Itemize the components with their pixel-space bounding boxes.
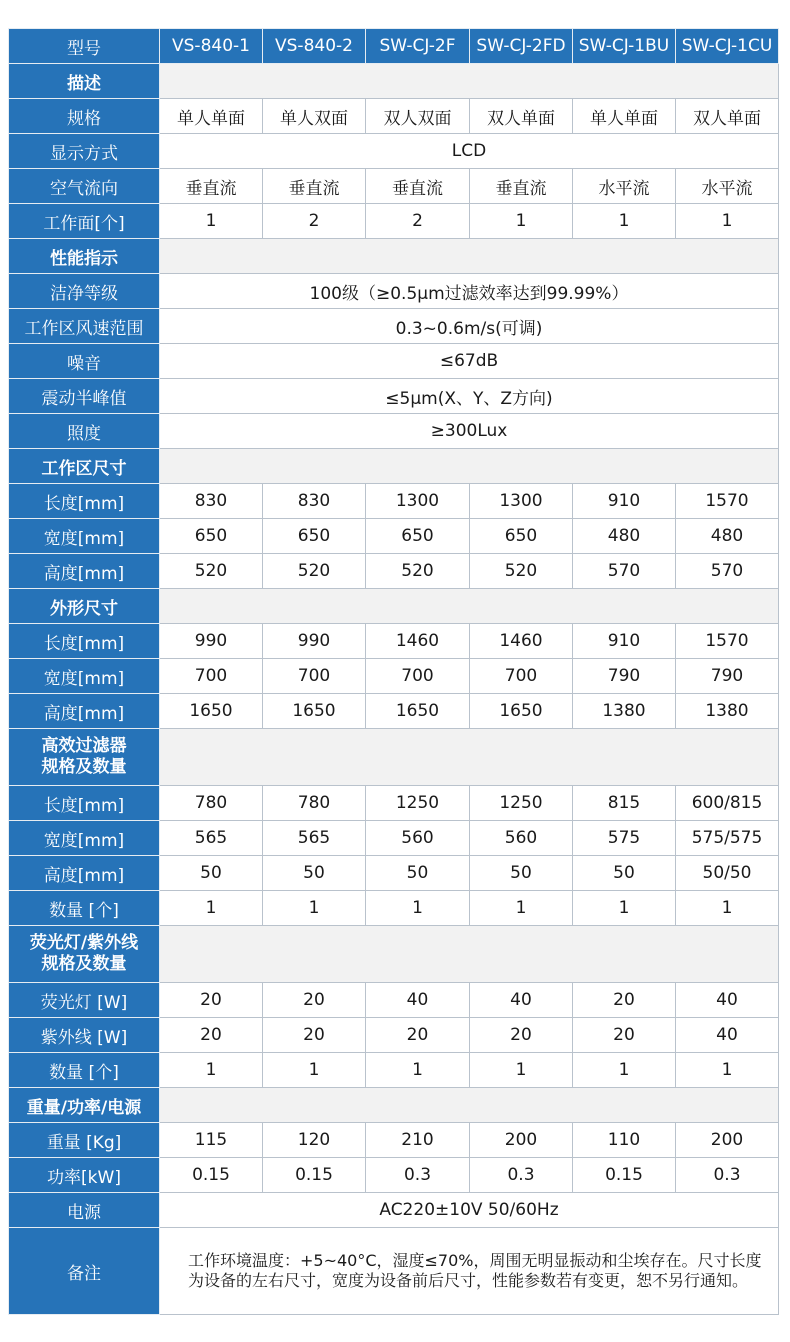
cell-value: 水平流: [573, 169, 676, 204]
spec-row: [9, 274, 779, 309]
section-title-line: 规格及数量: [41, 954, 127, 974]
row-label: 数量 [个]: [9, 891, 160, 926]
cell-value: 520: [160, 554, 263, 589]
cell-value: 1: [160, 204, 263, 239]
section-row: [9, 449, 779, 484]
cell-value: 565: [160, 821, 263, 856]
section-fill: [160, 239, 779, 274]
spec-row: [9, 891, 779, 926]
cell-value: 0.3: [676, 1158, 779, 1193]
cell-value: 570: [676, 554, 779, 589]
row-label: 噪音: [9, 344, 160, 379]
row-label: 紫外线 [W]: [9, 1018, 160, 1053]
cell-value: 210: [366, 1123, 470, 1158]
spec-row: [9, 1158, 779, 1193]
cell-value: 200: [470, 1123, 573, 1158]
section-row: [9, 589, 779, 624]
cell-value: 20: [160, 1018, 263, 1053]
section-row: [9, 1088, 779, 1123]
model-name: SW-CJ-1BU: [573, 29, 676, 64]
row-label: 高度[mm]: [9, 856, 160, 891]
cell-value: 1: [263, 1053, 366, 1088]
cell-value: 110: [573, 1123, 676, 1158]
cell-value: 50: [263, 856, 366, 891]
cell-value: 815: [573, 786, 676, 821]
cell-value: 1: [676, 204, 779, 239]
cell-value: 20: [366, 1018, 470, 1053]
spec-row: [9, 983, 779, 1018]
row-label: 宽度[mm]: [9, 519, 160, 554]
model-name: VS-840-2: [263, 29, 366, 64]
section-fill: [160, 449, 779, 484]
spec-row: [9, 1193, 779, 1228]
row-label: 荧光灯 [W]: [9, 983, 160, 1018]
cell-value: 575: [573, 821, 676, 856]
cell-value: 700: [160, 659, 263, 694]
section-row: [9, 729, 779, 786]
cell-value: 20: [573, 983, 676, 1018]
row-label: 宽度[mm]: [9, 659, 160, 694]
cell-value: 1: [366, 891, 470, 926]
model-name: SW-CJ-2F: [366, 29, 470, 64]
spec-row: [9, 134, 779, 169]
spanned-value: 0.3~0.6m/s(可调): [160, 309, 779, 344]
spanned-value: AC220±10V 50/60Hz: [160, 1193, 779, 1228]
spec-row: [9, 1123, 779, 1158]
cell-value: 1570: [676, 624, 779, 659]
section-title: 重量/功率/电源: [9, 1088, 160, 1123]
row-label: 数量 [个]: [9, 1053, 160, 1088]
cell-value: 565: [263, 821, 366, 856]
row-label: 照度: [9, 414, 160, 449]
cell-value: 2: [263, 204, 366, 239]
cell-value: 780: [263, 786, 366, 821]
cell-value: 780: [160, 786, 263, 821]
row-label: 电源: [9, 1193, 160, 1228]
cell-value: 790: [676, 659, 779, 694]
row-label: 高度[mm]: [9, 554, 160, 589]
cell-value: 1: [263, 891, 366, 926]
model-name: SW-CJ-2FD: [470, 29, 573, 64]
cell-value: 1: [573, 1053, 676, 1088]
cell-value: 520: [263, 554, 366, 589]
cell-value: 1650: [366, 694, 470, 729]
cell-value: 480: [676, 519, 779, 554]
row-label: 宽度[mm]: [9, 821, 160, 856]
cell-value: 700: [470, 659, 573, 694]
cell-value: 480: [573, 519, 676, 554]
cell-value: 50/50: [676, 856, 779, 891]
cell-value: 650: [263, 519, 366, 554]
cell-value: 1380: [676, 694, 779, 729]
cell-value: 1250: [470, 786, 573, 821]
spec-row: [9, 169, 779, 204]
cell-value: 1650: [263, 694, 366, 729]
row-label: 重量 [Kg]: [9, 1123, 160, 1158]
cell-value: 0.3: [470, 1158, 573, 1193]
cell-value: 520: [366, 554, 470, 589]
cell-value: 40: [676, 1018, 779, 1053]
spanned-value: ≤5μm(X、Y、Z方向): [160, 379, 779, 414]
section-title: 性能指示: [9, 239, 160, 274]
cell-value: 830: [160, 484, 263, 519]
model-name: VS-840-1: [160, 29, 263, 64]
row-label: 长度[mm]: [9, 786, 160, 821]
cell-value: 50: [470, 856, 573, 891]
cell-value: 1570: [676, 484, 779, 519]
cell-value: 650: [470, 519, 573, 554]
section-title-line: 荧光灯/紫外线: [29, 933, 139, 953]
cell-value: 单人单面: [160, 99, 263, 134]
spec-row: [9, 344, 779, 379]
section-row: [9, 239, 779, 274]
cell-value: 1250: [366, 786, 470, 821]
cell-value: 700: [263, 659, 366, 694]
section-row: [9, 926, 779, 983]
spec-row: [9, 204, 779, 239]
cell-value: 双人单面: [470, 99, 573, 134]
row-label: 显示方式: [9, 134, 160, 169]
section-title: 外形尺寸: [9, 589, 160, 624]
section-fill: [160, 589, 779, 624]
section-title: 工作区尺寸: [9, 449, 160, 484]
section-title: [9, 729, 160, 786]
cell-value: 650: [366, 519, 470, 554]
cell-value: 650: [160, 519, 263, 554]
spec-row: [9, 554, 779, 589]
cell-value: 0.3: [366, 1158, 470, 1193]
cell-value: 1: [470, 1053, 573, 1088]
cell-value: 1650: [160, 694, 263, 729]
cell-value: 垂直流: [160, 169, 263, 204]
cell-value: 1300: [366, 484, 470, 519]
cell-value: 1300: [470, 484, 573, 519]
row-label: 长度[mm]: [9, 484, 160, 519]
cell-value: 570: [573, 554, 676, 589]
cell-value: 560: [366, 821, 470, 856]
row-label: 空气流向: [9, 169, 160, 204]
cell-value: 520: [470, 554, 573, 589]
model-header-row: [9, 29, 779, 64]
spec-table: [8, 28, 779, 1315]
cell-value: 830: [263, 484, 366, 519]
cell-value: 560: [470, 821, 573, 856]
cell-value: 20: [263, 983, 366, 1018]
cell-value: 1: [676, 891, 779, 926]
row-label: 工作区风速范围: [9, 309, 160, 344]
spec-row: [9, 414, 779, 449]
cell-value: 1: [160, 1053, 263, 1088]
cell-value: 910: [573, 484, 676, 519]
spec-row: [9, 309, 779, 344]
spec-row: [9, 786, 779, 821]
model-name: SW-CJ-1CU: [676, 29, 779, 64]
spec-row: [9, 694, 779, 729]
cell-value: 垂直流: [366, 169, 470, 204]
cell-value: 40: [676, 983, 779, 1018]
section-fill: [160, 729, 779, 786]
spec-row: [9, 856, 779, 891]
cell-value: 40: [366, 983, 470, 1018]
model-header-label: 型号: [9, 29, 160, 64]
cell-value: 垂直流: [470, 169, 573, 204]
spec-row: [9, 99, 779, 134]
section-title-line: 规格及数量: [41, 757, 127, 777]
cell-value: 1: [676, 1053, 779, 1088]
cell-value: 1: [160, 891, 263, 926]
cell-value: 1: [366, 1053, 470, 1088]
row-label: 功率[kW]: [9, 1158, 160, 1193]
cell-value: 单人单面: [573, 99, 676, 134]
remarks-row: [9, 1228, 779, 1315]
cell-value: 50: [366, 856, 470, 891]
cell-value: 1: [470, 204, 573, 239]
cell-value: 双人双面: [366, 99, 470, 134]
row-label: 规格: [9, 99, 160, 134]
cell-value: 单人双面: [263, 99, 366, 134]
cell-value: 50: [573, 856, 676, 891]
section-fill: [160, 64, 779, 99]
cell-value: 1460: [366, 624, 470, 659]
section-title-line: 高效过滤器: [41, 736, 127, 756]
cell-value: 910: [573, 624, 676, 659]
cell-value: 1: [470, 891, 573, 926]
cell-value: 水平流: [676, 169, 779, 204]
section-title: [9, 926, 160, 983]
spec-row: [9, 484, 779, 519]
cell-value: 990: [160, 624, 263, 659]
cell-value: 1460: [470, 624, 573, 659]
spec-row: [9, 1018, 779, 1053]
spec-row: [9, 379, 779, 414]
cell-value: 双人单面: [676, 99, 779, 134]
section-title: 描述: [9, 64, 160, 99]
spanned-value: ≤67dB: [160, 344, 779, 379]
cell-value: 20: [573, 1018, 676, 1053]
spanned-value: 100级（≥0.5μm过滤效率达到99.99%）: [160, 274, 779, 309]
spanned-value: ≥300Lux: [160, 414, 779, 449]
section-row: [9, 64, 779, 99]
spec-row: [9, 821, 779, 856]
cell-value: 20: [470, 1018, 573, 1053]
remarks-text: 工作环境温度：+5~40°C，湿度≤70%，周围无明显振动和尘埃存在。尺寸长度为设备的左右尺寸，宽度为设备前后尺寸，性能参数若有变更，恕不另行通知。: [160, 1228, 779, 1315]
cell-value: 垂直流: [263, 169, 366, 204]
spec-row: [9, 624, 779, 659]
cell-value: 700: [366, 659, 470, 694]
row-label: 工作面[个]: [9, 204, 160, 239]
section-fill: [160, 1088, 779, 1123]
cell-value: 575/575: [676, 821, 779, 856]
cell-value: 120: [263, 1123, 366, 1158]
cell-value: 0.15: [263, 1158, 366, 1193]
cell-value: 200: [676, 1123, 779, 1158]
spec-row: [9, 519, 779, 554]
row-label: 高度[mm]: [9, 694, 160, 729]
cell-value: 600/815: [676, 786, 779, 821]
cell-value: 50: [160, 856, 263, 891]
cell-value: 1650: [470, 694, 573, 729]
cell-value: 20: [263, 1018, 366, 1053]
spanned-value: LCD: [160, 134, 779, 169]
cell-value: 1380: [573, 694, 676, 729]
cell-value: 40: [470, 983, 573, 1018]
cell-value: 0.15: [160, 1158, 263, 1193]
cell-value: 790: [573, 659, 676, 694]
cell-value: 990: [263, 624, 366, 659]
spec-row: [9, 659, 779, 694]
row-label: 长度[mm]: [9, 624, 160, 659]
cell-value: 1: [573, 891, 676, 926]
spec-row: [9, 1053, 779, 1088]
cell-value: 1: [573, 204, 676, 239]
section-fill: [160, 926, 779, 983]
row-label: 洁净等级: [9, 274, 160, 309]
row-label: 震动半峰值: [9, 379, 160, 414]
remarks-label: 备注: [9, 1228, 160, 1315]
cell-value: 20: [160, 983, 263, 1018]
cell-value: 115: [160, 1123, 263, 1158]
cell-value: 0.15: [573, 1158, 676, 1193]
cell-value: 2: [366, 204, 470, 239]
